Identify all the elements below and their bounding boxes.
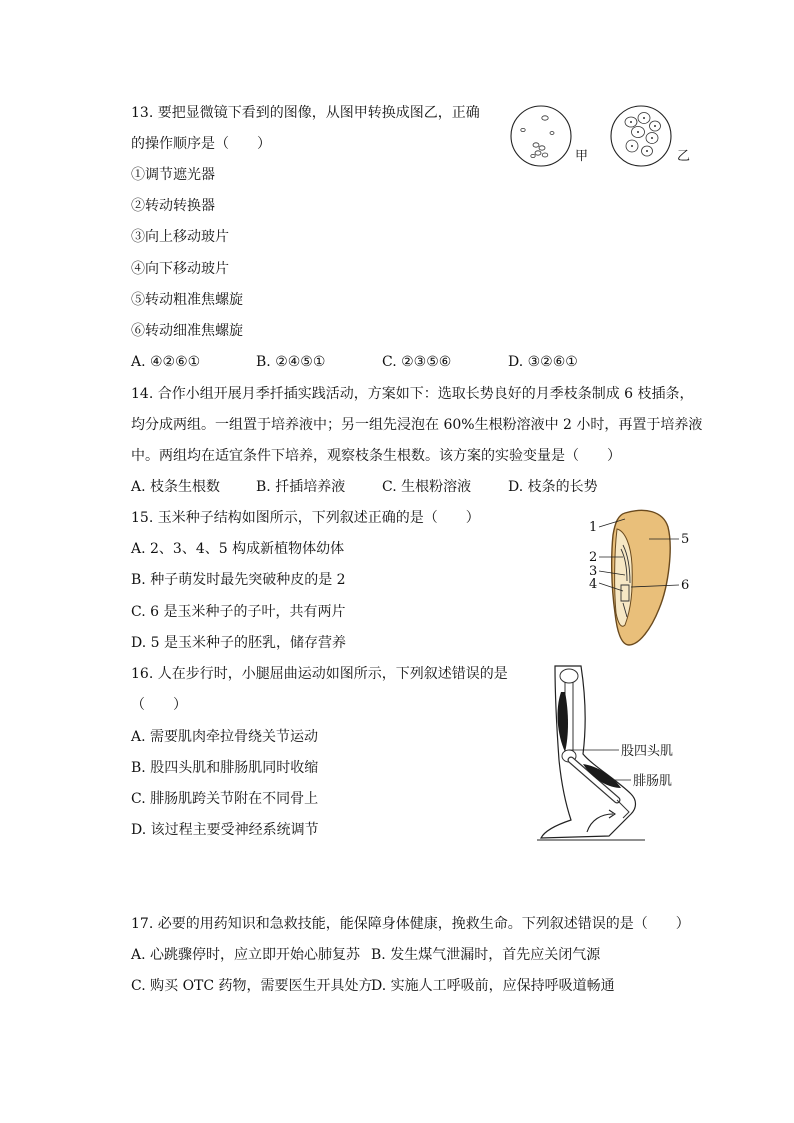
seed-label-4: 4 bbox=[589, 577, 598, 592]
q13-stem-line2: 的操作顺序是（ ） bbox=[131, 136, 271, 152]
q17-option-c: C. 购买 OTC 药物，需要医生开具处方 bbox=[131, 978, 373, 994]
q14-stem-line1: 14. 合作小组开展月季扦插实践活动，方案如下：选取长势良好的月季枝条制成 6 枝插条， bbox=[131, 386, 694, 402]
quadriceps-muscle bbox=[558, 692, 568, 752]
q14-option-b: B. 扦插培养液 bbox=[256, 479, 346, 495]
q16-option-b: B. 股四头肌和腓肠肌同时收缩 bbox=[131, 760, 319, 776]
q13-item-5: ⑤转动粗准焦螺旋 bbox=[131, 292, 243, 308]
q17-option-b: B. 发生煤气泄漏时，首先应关闭气源 bbox=[371, 947, 601, 963]
q13-item-6: ⑥转动细准焦螺旋 bbox=[131, 323, 243, 339]
q15-option-d: D. 5 是玉米种子的胚乳，储存营养 bbox=[131, 635, 346, 651]
q16-option-c: C. 腓肠肌跨关节附在不同骨上 bbox=[131, 791, 319, 807]
q16-option-d: D. 该过程主要受神经系统调节 bbox=[131, 822, 319, 838]
q14-stem-line3: 中。两组均在适宜条件下培养，观察枝条生根数。该方案的实验变量是（ ） bbox=[131, 448, 621, 464]
q13-option-c: C. ②③⑤⑥ bbox=[382, 354, 452, 370]
q13-option-d: D. ③②⑥① bbox=[508, 354, 578, 370]
q13-item-1: ①调节遮光器 bbox=[131, 167, 215, 183]
q17-option-d: D. 实施人工呼吸前，应保持呼吸道畅通 bbox=[371, 978, 615, 994]
q13-item-3: ③向上移动玻片 bbox=[131, 229, 229, 245]
q13-option-b: B. ②④⑤① bbox=[256, 354, 326, 370]
seed-label-5: 5 bbox=[681, 532, 690, 547]
leg-muscle-figure bbox=[535, 662, 715, 847]
seed-label-1: 1 bbox=[589, 520, 598, 535]
seed-label-2: 2 bbox=[589, 550, 598, 565]
microscope-figure bbox=[505, 100, 705, 172]
q13-item-4: ④向下移动玻片 bbox=[131, 261, 229, 277]
q17-stem: 17. 必要的用药知识和急救技能，能保障身体健康，挽救生命。下列叙述错误的是（ ） bbox=[131, 916, 690, 932]
q16-stem-line1: 16. 人在步行时，小腿屈曲运动如图所示，下列叙述错误的是 bbox=[131, 666, 508, 682]
field-jia bbox=[511, 106, 571, 166]
q15-option-c: C. 6 是玉米种子的子叶，共有两片 bbox=[131, 604, 346, 620]
q13-option-a: A. ④②⑥① bbox=[131, 354, 201, 370]
corn-seed-figure bbox=[585, 505, 700, 653]
q14-option-c: C. 生根粉溶液 bbox=[382, 479, 472, 495]
q15-option-a: A. 2、3、4、5 构成新植物体幼体 bbox=[131, 541, 345, 557]
q13-stem-line1: 13. 要把显微镜下看到的图像，从图甲转换成图乙，正确 bbox=[131, 105, 480, 121]
q13-item-2: ②转动转换器 bbox=[131, 198, 215, 214]
seed-label-3: 3 bbox=[589, 564, 598, 579]
label-gastrocnemius: 腓肠肌 bbox=[633, 774, 673, 789]
seed-label-6: 6 bbox=[681, 578, 690, 593]
q15-option-b: B. 种子萌发时最先突破种皮的是 2 bbox=[131, 572, 346, 588]
q14-option-a: A. 枝条生根数 bbox=[131, 479, 221, 495]
q15-stem: 15. 玉米种子结构如图所示，下列叙述正确的是（ ） bbox=[131, 510, 480, 526]
label-quadriceps: 股四头肌 bbox=[621, 744, 674, 759]
q16-stem-line2: （ ） bbox=[131, 697, 187, 713]
q17-option-a: A. 心跳骤停时，应立即开始心肺复苏 bbox=[131, 947, 361, 963]
q14-stem-line2: 均分成两组。一组置于培养液中；另一组先浸泡在 60%生根粉溶液中 2 小时，再置于培养液 bbox=[131, 417, 703, 433]
q14-option-d: D. 枝条的长势 bbox=[508, 479, 598, 495]
q16-option-a: A. 需要肌肉牵拉骨绕关节运动 bbox=[131, 729, 319, 745]
field-yi bbox=[611, 106, 671, 166]
fig-label-yi: 乙 bbox=[677, 149, 691, 164]
fig-label-jia: 甲 bbox=[575, 149, 589, 164]
